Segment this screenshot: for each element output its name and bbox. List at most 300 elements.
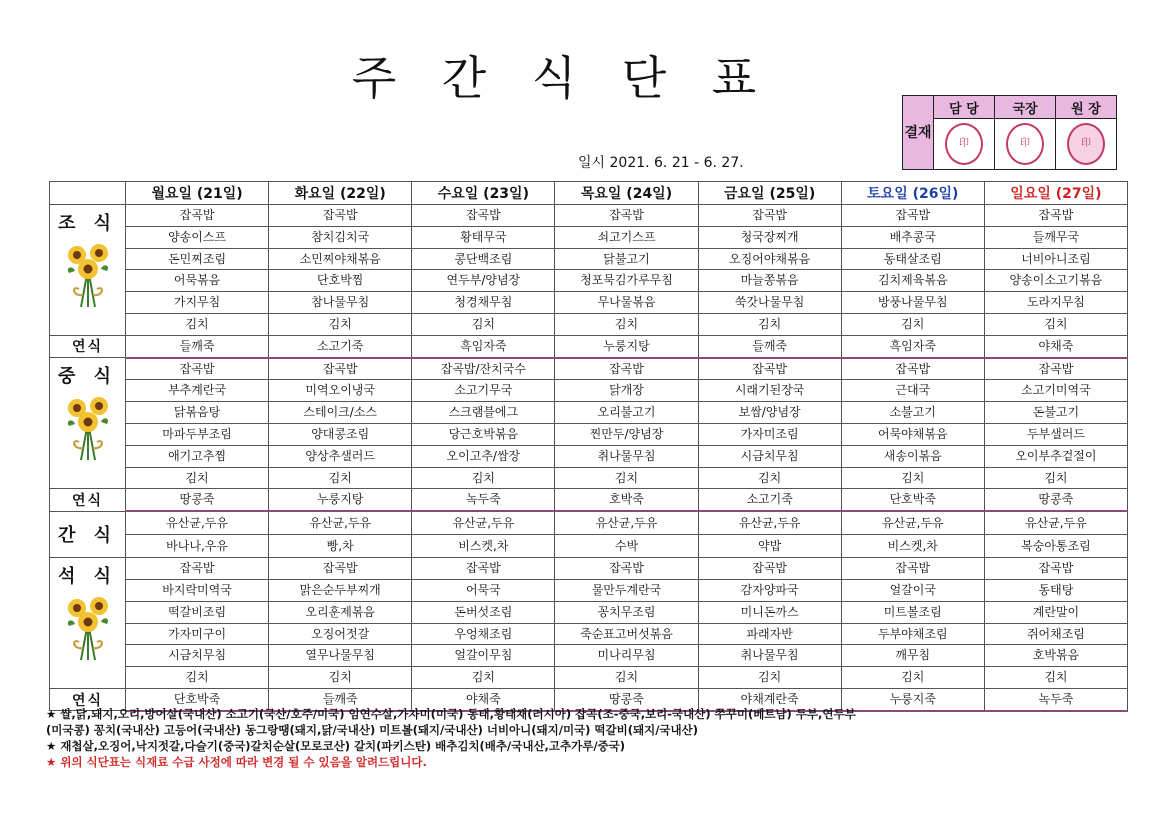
menu-item: 청포묵김가루무침 (580, 273, 673, 288)
menu-item: 연두부/양념장 (446, 273, 521, 288)
menu-table (49, 181, 1128, 712)
menu-item: 취나물무침 (597, 448, 656, 463)
menu-item-cell (698, 467, 841, 489)
menu-item-cell (126, 380, 269, 402)
menu-item: 김치 (185, 470, 209, 485)
menu-item-cell (984, 467, 1127, 489)
snack-item: 소고기죽 (746, 492, 793, 507)
snack-cell (126, 489, 269, 511)
menu-item: 오징어야채볶음 (729, 251, 811, 266)
meal-row (50, 601, 1128, 623)
menu-item: 쇠고기스프 (597, 229, 656, 244)
title-char: 식 (531, 51, 579, 105)
menu-item-cell (412, 205, 555, 227)
kansik-item: 유산균,두유 (595, 516, 658, 531)
menu-item-cell (555, 226, 698, 248)
meal-row (50, 623, 1128, 645)
menu-item: 새송이볶음 (883, 448, 942, 463)
snack-item: 흑임자죽 (889, 338, 936, 353)
menu-item-cell (126, 292, 269, 314)
menu-item-cell (126, 226, 269, 248)
menu-item: 가자미조림 (740, 426, 799, 441)
kansik-cell (555, 511, 698, 535)
menu-item: 잡곡밥 (609, 561, 644, 576)
kansik-row (50, 535, 1128, 558)
approval-header-head: 원 장 (1056, 96, 1117, 119)
meal-row (50, 402, 1128, 424)
seal-stamp-icon: 印 (945, 123, 983, 165)
meal-row (50, 292, 1128, 314)
menu-item: 김치 (901, 470, 925, 485)
menu-item-cell (412, 579, 555, 601)
snack-item: 누룽지탕 (603, 338, 650, 353)
menu-item-cell (841, 667, 984, 689)
menu-item: 김치 (471, 670, 495, 685)
menu-item-cell (412, 623, 555, 645)
snack-item: 들깨죽 (322, 691, 358, 706)
menu-item: 소민찌야채볶음 (299, 251, 381, 266)
menu-item: 당근호박볶음 (448, 426, 519, 441)
seal-stamp-icon: 印 (1006, 123, 1044, 165)
menu-item-cell (555, 623, 698, 645)
menu-item-cell (412, 467, 555, 489)
menu-item: 잡곡밥 (609, 361, 644, 376)
seal-stamp-icon: 印 (1067, 123, 1105, 165)
menu-item: 닭개장 (609, 383, 644, 398)
menu-item-cell (412, 270, 555, 292)
menu-item-cell (841, 358, 984, 380)
menu-item: 오리훈제볶음 (305, 604, 375, 619)
snack-cell (698, 489, 841, 511)
menu-item: 김치 (471, 470, 495, 485)
snack-item: 녹두죽 (1038, 691, 1074, 706)
menu-item-cell (269, 467, 412, 489)
meal-row (50, 205, 1128, 227)
menu-item-cell (555, 579, 698, 601)
menu-item: 쑥갓나물무침 (734, 295, 805, 310)
menu-item-cell (555, 248, 698, 270)
kansik-cell (269, 535, 412, 558)
menu-item: 김치 (471, 316, 495, 331)
menu-item-cell (269, 423, 412, 445)
menu-item-cell (555, 467, 698, 489)
menu-item: 김치 (758, 316, 782, 331)
sunflower-icon (61, 239, 115, 309)
snack-cell (841, 335, 984, 357)
menu-item-cell (841, 467, 984, 489)
snack-row (50, 489, 1128, 511)
menu-item: 깨무침 (895, 648, 931, 663)
snack-cell (269, 335, 412, 357)
menu-item-cell (412, 402, 555, 424)
kansik-item: 유산균,두유 (309, 516, 372, 531)
menu-item: 돈민찌조림 (168, 251, 227, 266)
title-char: 간 (441, 51, 489, 105)
menu-item: 김치 (901, 670, 925, 685)
menu-item: 꽁치무조림 (597, 604, 656, 619)
menu-item-cell (269, 205, 412, 227)
kansik-item: 수박 (614, 539, 639, 554)
kansik-item: 유산균,두유 (452, 516, 515, 531)
menu-item-cell (698, 445, 841, 467)
meal-row (50, 445, 1128, 467)
menu-item-cell (698, 402, 841, 424)
menu-item-cell (126, 423, 269, 445)
menu-item: 김치 (1044, 316, 1068, 331)
kansik-cell (412, 535, 555, 558)
menu-item-cell (269, 601, 412, 623)
menu-item: 스크램블에그 (448, 405, 519, 420)
snack-row (50, 335, 1128, 357)
menu-item-cell (412, 226, 555, 248)
menu-item-cell (269, 445, 412, 467)
menu-item-cell (698, 423, 841, 445)
menu-item-cell (412, 292, 555, 314)
snack-cell (555, 489, 698, 511)
menu-item: 김치 (185, 316, 209, 331)
menu-item: 두부샐러드 (1026, 426, 1085, 441)
day-header: 수요일 (23일) (412, 182, 555, 205)
menu-item: 마늘쫑볶음 (740, 273, 799, 288)
approval-header-director: 국장 (995, 96, 1056, 119)
menu-item-cell (555, 645, 698, 667)
menu-item-cell (412, 248, 555, 270)
menu-item-cell (555, 445, 698, 467)
menu-item: 돈불고기 (1032, 405, 1080, 420)
snack-cell (984, 335, 1127, 357)
menu-item: 김치 (1044, 670, 1068, 685)
kansik-label: 간 식 (50, 511, 126, 558)
approval-stamp-cell (995, 119, 1056, 170)
snack-item: 땅콩죽 (1038, 492, 1074, 507)
menu-item: 파래자반 (746, 626, 793, 641)
menu-item-cell (555, 380, 698, 402)
menu-item: 잡곡밥 (322, 361, 358, 376)
menu-item: 시래기된장국 (734, 383, 805, 398)
corner-cell (50, 182, 126, 205)
menu-item: 김치 (614, 316, 639, 331)
menu-item-cell (412, 380, 555, 402)
day-header: 토요일 (26일) (841, 182, 984, 205)
kansik-row (50, 511, 1128, 535)
menu-item-cell (126, 601, 269, 623)
menu-item-cell (555, 601, 698, 623)
kansik-cell (984, 511, 1127, 535)
snack-item: 야채죽 (1038, 338, 1074, 353)
kansik-item: 복숭아통조림 (1021, 539, 1091, 554)
title-char: 표 (711, 51, 759, 105)
menu-item: 김치 (901, 316, 925, 331)
menu-item: 열무나물무침 (305, 648, 375, 663)
menu-item-cell (126, 558, 269, 580)
menu-item: 오이부추겉절이 (1015, 448, 1097, 463)
menu-item-cell (841, 402, 984, 424)
sunflower-icon (61, 392, 115, 462)
menu-item: 잡곡밥 (895, 208, 931, 222)
menu-item-cell (841, 558, 984, 580)
menu-item: 돈버섯조림 (454, 604, 513, 619)
snack-label: 연식 (50, 335, 126, 357)
menu-item-cell (412, 358, 555, 380)
menu-item-cell (269, 558, 412, 580)
menu-item: 김치 (758, 470, 782, 485)
menu-item: 오이고추/쌈장 (446, 448, 521, 463)
menu-item-cell (269, 402, 412, 424)
menu-item-cell (841, 248, 984, 270)
menu-item: 미트볼조림 (883, 604, 942, 619)
menu-item: 잡곡밥 (179, 561, 215, 576)
menu-item: 잡곡밥 (609, 208, 644, 222)
kansik-item: 비스켓,차 (887, 539, 938, 554)
menu-item-cell (126, 445, 269, 467)
kansik-item: 유산균,두유 (738, 516, 801, 531)
menu-item-cell (984, 579, 1127, 601)
menu-item-cell (841, 601, 984, 623)
menu-item-cell (555, 292, 698, 314)
menu-item: 동태살조림 (883, 251, 942, 266)
menu-item: 취나물무침 (740, 648, 799, 663)
meal-row (50, 558, 1128, 580)
kansik-cell (698, 511, 841, 535)
menu-item: 닭볶음탕 (173, 405, 221, 420)
menu-item: 김치 (614, 670, 639, 685)
menu-item-cell (698, 270, 841, 292)
menu-item-cell (841, 270, 984, 292)
menu-item-cell (841, 423, 984, 445)
kansik-item: 유산균,두유 (166, 516, 228, 531)
menu-item: 근대국 (895, 383, 931, 398)
menu-item-cell (698, 248, 841, 270)
menu-item: 시금치무침 (168, 648, 227, 663)
menu-item: 스테이크/소스 (303, 405, 378, 420)
kansik-cell (841, 511, 984, 535)
menu-item: 참치김치국 (311, 229, 370, 244)
menu-item-cell (126, 358, 269, 380)
meal-row (50, 313, 1128, 335)
snack-cell (126, 335, 269, 357)
menu-item: 오리불고기 (597, 405, 656, 420)
snack-label: 연식 (50, 688, 126, 710)
menu-item: 잡곡밥 (895, 361, 931, 376)
menu-item-cell (841, 445, 984, 467)
menu-item: 소고기미역국 (1021, 383, 1091, 398)
snack-label: 연식 (50, 489, 126, 511)
snack-cell (841, 489, 984, 511)
approval-stamp-cell (934, 119, 995, 170)
menu-item-cell (555, 270, 698, 292)
menu-item-cell (984, 380, 1127, 402)
menu-item-cell (269, 645, 412, 667)
menu-item: 두부야채조림 (877, 626, 948, 641)
sunflower-icon (61, 592, 115, 662)
menu-item-cell (698, 558, 841, 580)
menu-item-cell (412, 667, 555, 689)
menu-item: 미역오이냉국 (305, 383, 375, 398)
menu-item: 호박볶음 (1032, 648, 1080, 663)
kansik-cell (126, 511, 269, 535)
menu-item: 어묵국 (465, 582, 501, 597)
menu-item: 배추콩국 (889, 229, 936, 244)
snack-cell (698, 335, 841, 357)
menu-item-cell (269, 313, 412, 335)
snack-item: 들깨죽 (752, 338, 788, 353)
menu-item-cell (555, 423, 698, 445)
menu-item: 참나물무침 (311, 295, 370, 310)
menu-item: 잡곡밥 (752, 561, 788, 576)
note-line: (미국콩) 꽁치(국내산) 고등어(국내산) 동그랑땡(돼지,닭/국내산) 미트볼(돼지/국내산) 너비아니(돼지/미국) 떡갈비(돼지/국내산) (46, 723, 698, 737)
kansik-item: 유산균,두유 (1025, 516, 1087, 531)
date-range: 일시 2021. 6. 21 - 6. 27. (578, 155, 744, 171)
snack-item: 녹두죽 (465, 492, 501, 507)
menu-item-cell (269, 226, 412, 248)
day-header: 월요일 (21일) (126, 182, 269, 205)
snack-item: 호박죽 (609, 492, 644, 507)
notes (46, 706, 1136, 770)
menu-item: 김치 (758, 670, 782, 685)
meal-label-cell (50, 205, 126, 336)
menu-item: 잡곡밥 (179, 361, 215, 376)
kansik-cell (269, 511, 412, 535)
menu-item-cell (984, 623, 1127, 645)
menu-item: 잡곡밥 (1038, 208, 1074, 222)
meal-label: 석 식 (57, 566, 118, 588)
menu-item-cell (984, 558, 1127, 580)
menu-item: 애기고추찜 (168, 448, 227, 463)
menu-item: 잡곡밥 (465, 561, 501, 576)
menu-item: 양송이스프 (168, 229, 227, 244)
menu-item-cell (841, 313, 984, 335)
menu-item: 소고기무국 (454, 383, 513, 398)
menu-item: 떡갈비조림 (168, 604, 227, 619)
meal-label: 조 식 (57, 213, 118, 234)
menu-item-cell (126, 623, 269, 645)
menu-item: 죽순표고버섯볶음 (580, 626, 673, 641)
menu-item-cell (698, 358, 841, 380)
menu-item: 미니돈까스 (740, 604, 799, 619)
kansik-item: 유산균,두유 (881, 516, 944, 531)
menu-item: 어묵야채볶음 (877, 426, 948, 441)
menu-item-cell (698, 380, 841, 402)
menu-item: 들깨무국 (1032, 229, 1080, 244)
menu-item-cell (984, 667, 1127, 689)
menu-item: 얼갈이무침 (454, 648, 513, 663)
menu-item-cell (269, 667, 412, 689)
menu-item-cell (555, 402, 698, 424)
menu-item-cell (984, 313, 1127, 335)
kansik-cell (984, 535, 1127, 558)
menu-item-cell (841, 292, 984, 314)
kansik-item: 바나나,우유 (166, 539, 228, 554)
day-header: 목요일 (24일) (555, 182, 698, 205)
menu-item: 무나물볶음 (597, 295, 656, 310)
menu-item: 김치 (328, 470, 352, 485)
snack-cell (555, 335, 698, 357)
menu-item-cell (841, 380, 984, 402)
snack-cell (269, 489, 412, 511)
meal-row (50, 226, 1128, 248)
menu-item-cell (841, 579, 984, 601)
snack-item: 땅콩죽 (609, 691, 644, 706)
menu-item-cell (841, 645, 984, 667)
menu-item-cell (555, 358, 698, 380)
approval-stamp-cell (1056, 119, 1117, 170)
menu-item: 계란말이 (1032, 604, 1080, 619)
kansik-item: 약밥 (758, 539, 782, 554)
menu-item-cell (269, 623, 412, 645)
menu-item: 오징어젓갈 (311, 626, 370, 641)
menu-item-cell (984, 292, 1127, 314)
meal-label: 중 식 (57, 366, 118, 388)
snack-cell (412, 335, 555, 357)
menu-item: 단호박찜 (317, 273, 364, 288)
menu-item-cell (126, 645, 269, 667)
menu-item-cell (698, 645, 841, 667)
menu-item: 닭불고기 (603, 251, 650, 266)
menu-item-cell (412, 423, 555, 445)
menu-item-cell (412, 445, 555, 467)
menu-item-cell (412, 558, 555, 580)
menu-item: 소불고기 (889, 405, 936, 420)
menu-item-cell (698, 601, 841, 623)
menu-item-cell (412, 645, 555, 667)
menu-item-cell (984, 358, 1127, 380)
kansik-cell (841, 535, 984, 558)
menu-item: 콩단백조림 (454, 251, 513, 266)
menu-item-cell (984, 205, 1127, 227)
menu-item: 동태탕 (1038, 582, 1074, 597)
menu-item-cell (984, 270, 1127, 292)
menu-item: 우엉채조림 (454, 626, 513, 641)
menu-item: 황태무국 (460, 229, 507, 244)
menu-item: 가지무침 (173, 295, 221, 310)
snack-item: 흑임자죽 (460, 338, 507, 353)
approval-header-staff: 담 당 (934, 96, 995, 119)
menu-item: 찐만두/양념장 (589, 426, 664, 441)
menu-item-cell (698, 205, 841, 227)
note-line-warning: ★ 위의 식단표는 식재료 수급 사정에 따라 변경 될 수 있음을 알려드립니다. (46, 755, 427, 769)
menu-item-cell (126, 667, 269, 689)
menu-item: 시금치무침 (740, 448, 799, 463)
menu-item: 어묵볶음 (173, 273, 221, 288)
menu-item-cell (698, 667, 841, 689)
meal-row (50, 467, 1128, 489)
menu-item-cell (698, 313, 841, 335)
menu-item-cell (555, 558, 698, 580)
kansik-cell (555, 535, 698, 558)
meal-row (50, 248, 1128, 270)
menu-item: 맑은순두부찌개 (299, 582, 381, 597)
menu-item: 도라지무침 (1026, 295, 1085, 310)
menu-item: 김치 (185, 670, 209, 685)
snack-item: 땅콩죽 (179, 492, 215, 507)
menu-item: 감자양파국 (740, 582, 799, 597)
menu-item-cell (269, 380, 412, 402)
menu-item: 잡곡밥 (1038, 561, 1074, 576)
menu-item-cell (412, 601, 555, 623)
menu-item: 잡곡밥 (1038, 361, 1074, 376)
meal-row (50, 358, 1128, 380)
menu-item: 미나리무침 (597, 648, 656, 663)
menu-item: 가자미구이 (168, 626, 227, 641)
menu-item-cell (126, 402, 269, 424)
menu-item: 잡곡밥 (752, 208, 788, 222)
snack-item: 소고기죽 (317, 338, 364, 353)
menu-item: 잡곡밥 (895, 561, 931, 576)
menu-item-cell (555, 667, 698, 689)
day-header: 금요일 (25일) (698, 182, 841, 205)
menu-item-cell (984, 248, 1127, 270)
kansik-cell (412, 511, 555, 535)
